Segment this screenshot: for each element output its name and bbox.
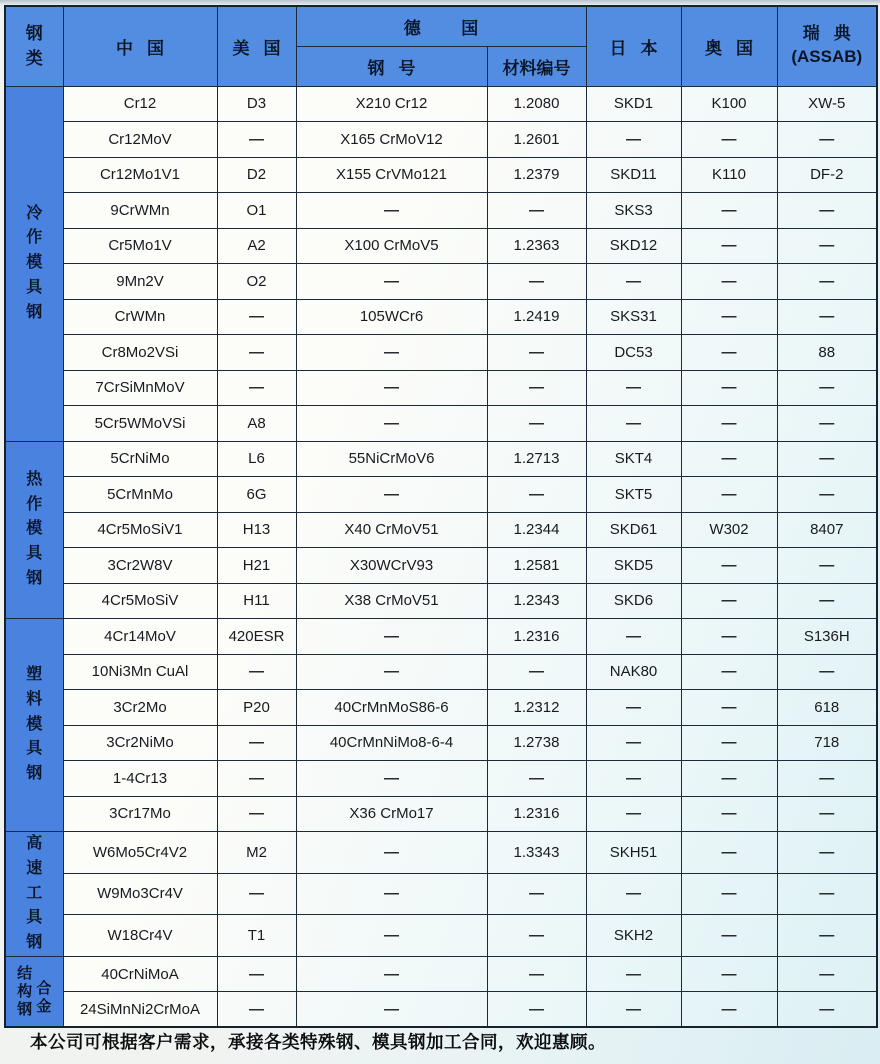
table-cell: —: [777, 122, 877, 158]
table-cell: —: [681, 956, 777, 992]
table-cell: 1.2312: [487, 690, 586, 726]
table-cell: T1: [217, 915, 296, 957]
table-row: [5, 228, 877, 264]
table-row: [5, 915, 877, 957]
table-cell: —: [586, 796, 681, 832]
table-cell: D2: [217, 157, 296, 193]
table-cell: —: [487, 335, 586, 371]
table-cell: XW-5: [777, 86, 877, 122]
table-cell: —: [586, 761, 681, 797]
table-cell: 1.2419: [487, 299, 586, 335]
table-cell: 5Cr5WMoVSi: [63, 406, 217, 442]
table-cell: 8407: [777, 512, 877, 548]
category-label: 热作模具钢: [26, 470, 43, 587]
table-cell: 9Mn2V: [63, 264, 217, 300]
table-row: [5, 122, 877, 158]
table-cell: 40CrMnNiMo8-6-4: [296, 725, 487, 761]
table-cell: —: [681, 725, 777, 761]
table-cell: O2: [217, 264, 296, 300]
table-cell: 3Cr2Mo: [63, 690, 217, 726]
table-cell: —: [296, 873, 487, 915]
table-cell: —: [217, 796, 296, 832]
table-cell: —: [217, 370, 296, 406]
table-cell: —: [296, 619, 487, 655]
table-cell: 1.2379: [487, 157, 586, 193]
table-row: [5, 477, 877, 513]
steel-grade-table-wrap: [4, 5, 878, 1028]
table-cell: —: [681, 832, 777, 874]
table-header: [5, 6, 877, 86]
header-sweden-name: 瑞 典: [802, 24, 851, 44]
header-germany-steel-no: 钢 号: [296, 46, 487, 86]
category-cell: [5, 832, 63, 957]
table-row: [5, 583, 877, 619]
table-cell: 6G: [217, 477, 296, 513]
table-cell: —: [217, 122, 296, 158]
table-cell: —: [681, 915, 777, 957]
table-cell: 1.2713: [487, 441, 586, 477]
table-cell: —: [777, 406, 877, 442]
table-cell: 10Ni3Mn CuAl: [63, 654, 217, 690]
table-cell: —: [681, 796, 777, 832]
category-side-label: 合金: [36, 979, 52, 1015]
table-cell: —: [681, 406, 777, 442]
table-cell: —: [681, 873, 777, 915]
header-steel-class-label: 钢类: [25, 23, 43, 69]
table-cell: L6: [217, 441, 296, 477]
category-label: 结构钢: [17, 964, 33, 1018]
header-china: 中 国: [63, 6, 217, 86]
header-germany: 德 国: [296, 6, 586, 46]
table-cell: —: [777, 956, 877, 992]
table-row: [5, 873, 877, 915]
table-cell: —: [296, 264, 487, 300]
table-cell: —: [487, 761, 586, 797]
table-cell: —: [586, 264, 681, 300]
table-cell: SKT4: [586, 441, 681, 477]
table-row: [5, 690, 877, 726]
table-cell: CrWMn: [63, 299, 217, 335]
table-cell: —: [296, 832, 487, 874]
table-cell: —: [296, 335, 487, 371]
table-cell: 5CrMnMo: [63, 477, 217, 513]
table-cell: —: [681, 992, 777, 1028]
table-cell: —: [487, 873, 586, 915]
table-cell: 3Cr2NiMo: [63, 725, 217, 761]
table-cell: 420ESR: [217, 619, 296, 655]
table-cell: —: [681, 193, 777, 229]
table-cell: —: [681, 477, 777, 513]
table-cell: 24SiMnNi2CrMoA: [63, 992, 217, 1028]
table-cell: —: [487, 956, 586, 992]
table-cell: —: [681, 583, 777, 619]
table-row: [5, 193, 877, 229]
table-cell: X36 CrMo17: [296, 796, 487, 832]
table-cell: SKD1: [586, 86, 681, 122]
table-cell: W18Cr4V: [63, 915, 217, 957]
table-cell: Cr12MoV: [63, 122, 217, 158]
table-cell: —: [217, 873, 296, 915]
table-cell: SKS3: [586, 193, 681, 229]
table-cell: DF-2: [777, 157, 877, 193]
table-cell: —: [777, 548, 877, 584]
table-row: [5, 441, 877, 477]
table-cell: —: [777, 228, 877, 264]
table-cell: D3: [217, 86, 296, 122]
table-cell: —: [777, 796, 877, 832]
category-cell: [5, 956, 63, 1027]
header-sweden: [777, 6, 877, 86]
table-cell: X155 CrVMo121: [296, 157, 487, 193]
table-cell: SKH51: [586, 832, 681, 874]
table-cell: 1.2343: [487, 583, 586, 619]
table-cell: 1.2316: [487, 619, 586, 655]
table-cell: —: [681, 761, 777, 797]
table-cell: —: [777, 477, 877, 513]
table-cell: SKT5: [586, 477, 681, 513]
table-cell: 5CrNiMo: [63, 441, 217, 477]
table-cell: 1-4Cr13: [63, 761, 217, 797]
table-cell: SKD12: [586, 228, 681, 264]
table-row: [5, 761, 877, 797]
footer-note: 本公司可根据客户需求，承接各类特殊钢、模具钢加工合同，欢迎惠顾。: [30, 1032, 606, 1052]
table-cell: —: [487, 477, 586, 513]
table-cell: —: [296, 477, 487, 513]
table-cell: W302: [681, 512, 777, 548]
table-cell: —: [681, 548, 777, 584]
table-cell: 40CrMnMoS86-6: [296, 690, 487, 726]
table-cell: —: [487, 406, 586, 442]
table-cell: —: [217, 725, 296, 761]
category-label: 冷作模具钢: [26, 204, 43, 321]
table-cell: W9Mo3Cr4V: [63, 873, 217, 915]
table-cell: —: [777, 915, 877, 957]
table-cell: 4Cr14MoV: [63, 619, 217, 655]
table-cell: —: [296, 915, 487, 957]
table-cell: —: [217, 654, 296, 690]
table-cell: —: [217, 992, 296, 1028]
table-cell: —: [777, 264, 877, 300]
table-row: [5, 956, 877, 992]
table-cell: —: [586, 992, 681, 1028]
table-cell: —: [681, 619, 777, 655]
table-cell: H13: [217, 512, 296, 548]
table-cell: 7CrSiMnMoV: [63, 370, 217, 406]
table-cell: —: [586, 956, 681, 992]
table-cell: 88: [777, 335, 877, 371]
table-cell: X210 Cr12: [296, 86, 487, 122]
table-row: [5, 619, 877, 655]
table-cell: —: [586, 873, 681, 915]
table-cell: Cr5Mo1V: [63, 228, 217, 264]
table-row: [5, 512, 877, 548]
table-cell: —: [681, 122, 777, 158]
table-cell: —: [487, 264, 586, 300]
table-cell: 1.2363: [487, 228, 586, 264]
table-cell: W6Mo5Cr4V2: [63, 832, 217, 874]
table-cell: —: [296, 992, 487, 1028]
table-cell: Cr12Mo1V1: [63, 157, 217, 193]
table-cell: 1.2738: [487, 725, 586, 761]
table-cell: —: [217, 299, 296, 335]
table-cell: —: [296, 406, 487, 442]
header-steel-class: [5, 6, 63, 86]
table-cell: —: [487, 370, 586, 406]
table-cell: Cr8Mo2VSi: [63, 335, 217, 371]
table-row: [5, 992, 877, 1028]
table-cell: —: [777, 832, 877, 874]
table-cell: —: [586, 122, 681, 158]
header-usa: 美 国: [217, 6, 296, 86]
table-row: [5, 335, 877, 371]
table-cell: 3Cr17Mo: [63, 796, 217, 832]
table-cell: —: [296, 654, 487, 690]
table-cell: —: [296, 956, 487, 992]
table-cell: —: [681, 370, 777, 406]
table-cell: —: [681, 335, 777, 371]
table-cell: H21: [217, 548, 296, 584]
table-cell: —: [681, 690, 777, 726]
table-cell: X100 CrMoV5: [296, 228, 487, 264]
table-cell: —: [777, 441, 877, 477]
table-cell: —: [487, 992, 586, 1028]
table-cell: —: [296, 370, 487, 406]
header-germany-material-no: 材料编号: [487, 46, 586, 86]
table-cell: NAK80: [586, 654, 681, 690]
table-cell: A2: [217, 228, 296, 264]
table-cell: —: [777, 654, 877, 690]
table-cell: 1.2601: [487, 122, 586, 158]
table-cell: SKD11: [586, 157, 681, 193]
table-cell: —: [681, 299, 777, 335]
table-cell: 718: [777, 725, 877, 761]
category-label: 塑料模具钢: [26, 666, 43, 783]
steel-grade-table: [4, 5, 878, 1028]
table-cell: S136H: [777, 619, 877, 655]
category-cell: [5, 619, 63, 832]
table-cell: —: [681, 228, 777, 264]
table-row: [5, 370, 877, 406]
table-row: [5, 654, 877, 690]
table-cell: K110: [681, 157, 777, 193]
table-row: [5, 406, 877, 442]
table-cell: 9CrWMn: [63, 193, 217, 229]
table-cell: 1.2316: [487, 796, 586, 832]
table-row: [5, 299, 877, 335]
table-cell: P20: [217, 690, 296, 726]
header-austria: 奥 国: [681, 6, 777, 86]
table-cell: SKH2: [586, 915, 681, 957]
category-cell: [5, 441, 63, 619]
table-cell: H11: [217, 583, 296, 619]
table-cell: X38 CrMoV51: [296, 583, 487, 619]
table-cell: 1.2080: [487, 86, 586, 122]
table-cell: SKD5: [586, 548, 681, 584]
table-cell: 1.3343: [487, 832, 586, 874]
table-cell: —: [586, 690, 681, 726]
table-cell: —: [777, 193, 877, 229]
category-cell: [5, 86, 63, 441]
table-cell: —: [217, 335, 296, 371]
table-cell: —: [487, 193, 586, 229]
table-cell: 3Cr2W8V: [63, 548, 217, 584]
table-cell: —: [586, 725, 681, 761]
table-cell: —: [586, 370, 681, 406]
table-row: [5, 86, 877, 122]
table-cell: SKD61: [586, 512, 681, 548]
table-cell: —: [296, 761, 487, 797]
table-cell: —: [681, 654, 777, 690]
table-cell: —: [296, 193, 487, 229]
table-cell: —: [217, 761, 296, 797]
table-cell: —: [777, 992, 877, 1028]
table-cell: 40CrNiMoA: [63, 956, 217, 992]
table-cell: 105WCr6: [296, 299, 487, 335]
table-cell: M2: [217, 832, 296, 874]
table-cell: —: [217, 956, 296, 992]
table-row: [5, 725, 877, 761]
table-cell: X165 CrMoV12: [296, 122, 487, 158]
table-cell: —: [487, 654, 586, 690]
table-cell: 1.2581: [487, 548, 586, 584]
table-cell: —: [777, 299, 877, 335]
table-cell: Cr12: [63, 86, 217, 122]
table-row: [5, 548, 877, 584]
table-cell: —: [681, 441, 777, 477]
table-cell: O1: [217, 193, 296, 229]
table-cell: —: [586, 406, 681, 442]
table-row: [5, 832, 877, 874]
table-cell: DC53: [586, 335, 681, 371]
table-row: [5, 796, 877, 832]
table-cell: SKS31: [586, 299, 681, 335]
table-cell: 4Cr5MoSiV: [63, 583, 217, 619]
table-cell: 55NiCrMoV6: [296, 441, 487, 477]
table-cell: —: [777, 370, 877, 406]
table-cell: SKD6: [586, 583, 681, 619]
table-cell: —: [487, 915, 586, 957]
category-label: 高速工具钢: [26, 835, 43, 952]
table-cell: —: [777, 873, 877, 915]
table-row: [5, 157, 877, 193]
table-cell: X40 CrMoV51: [296, 512, 487, 548]
table-body: [5, 86, 877, 1027]
table-cell: 618: [777, 690, 877, 726]
table-cell: 4Cr5MoSiV1: [63, 512, 217, 548]
table-cell: —: [777, 761, 877, 797]
table-cell: A8: [217, 406, 296, 442]
table-cell: K100: [681, 86, 777, 122]
header-japan: 日 本: [586, 6, 681, 86]
table-row: [5, 264, 877, 300]
table-cell: 1.2344: [487, 512, 586, 548]
table-cell: —: [777, 583, 877, 619]
header-sweden-assab: (ASSAB): [791, 47, 863, 67]
table-cell: X30WCrV93: [296, 548, 487, 584]
table-cell: —: [586, 619, 681, 655]
table-cell: —: [681, 264, 777, 300]
